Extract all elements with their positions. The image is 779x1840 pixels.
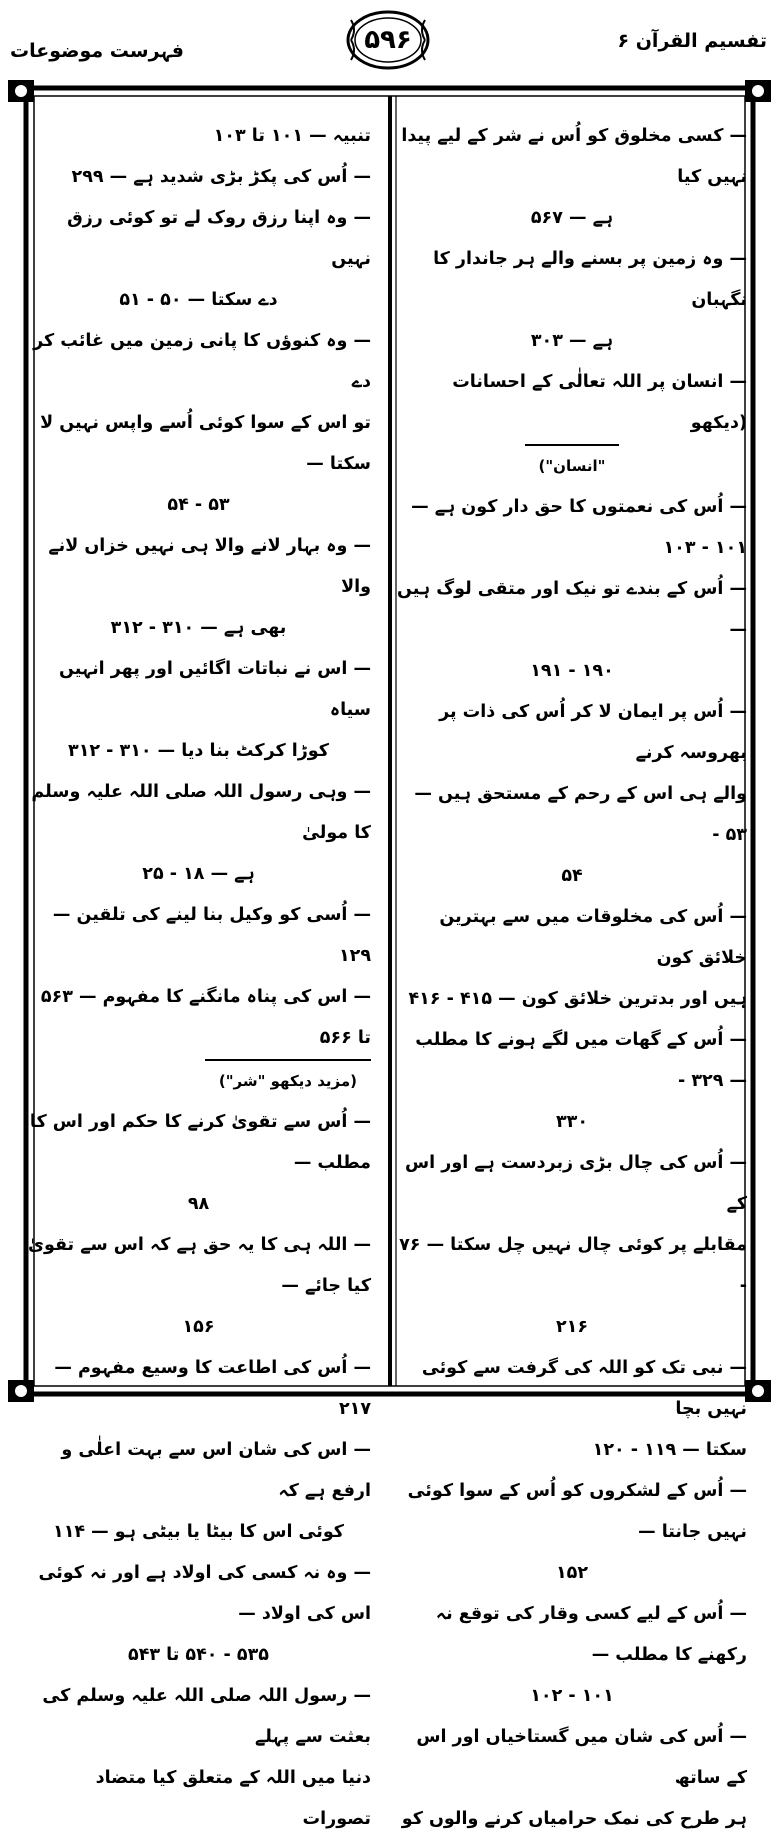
list-item: — اُس کے لیے کسی وقار کی توقع نہ رکھنے کا مطلب — ۱۰۱ - ۱۰۲ [435,1604,747,1706]
list-item: — نبی تک کو اللہ کی گرفت سے کوئی نہیں بچا سکتا — ۱۱۹ - ۱۲۰ [421,1358,747,1460]
page-number-badge [345,8,431,72]
list-item: — اُس کی مخلوقات میں سے بہترین خلائق کون ہیں اور بدترین خلائق کون — ۴۱۵ - ۴۱۶ [408,907,747,1009]
list-item: — وہ کنوؤں کا پانی زمین میں غائب کر دے تو اس کے سوا کوئی اُسے واپس نہیں لا سکتا — ۵۳ - ۵۴ [33,331,371,515]
list-item: — اُس کے گھات میں لگے ہونے کا مطلب — ۳۲۹ - ۳۳۰ [415,1030,747,1132]
list-item: تنبیہ — ۱۰۱ تا ۱۰۳ [213,126,371,146]
list-item: — انسان پر اللہ تعالٰی کے احسانات (دیکھو "انسان") [397,362,747,487]
list-item: — اُس کی اطاعت کا وسیع مفہوم — ۲۱۷ [54,1358,371,1419]
list-item: — وہ نہ کسی کی اولاد ہے اور نہ کوئی اس کی اولاد — ۵۳۵ - ۵۴۰ تا ۵۴۳ [38,1563,371,1665]
cross-reference: (مزید دیکھو "شر") [205,1059,371,1102]
page-header [0,0,779,80]
list-item: — اُس پر ایمان لا کر اُس کی ذات پر بھروسہ کرنے والے ہی اس کے رحم کے مستحق ہیں — ۵۳ - ۵۴ [414,702,747,886]
list-item: — اُس کے بندے تو نیک اور متقی لوگ ہیں — ۱۹۰ - ۱۹۱ [397,579,747,681]
list-item: — وہ بہار لانے والا ہی نہیں خزاں لانے والا بھی ہے — ۳۱۰ - ۳۱۲ [48,536,371,638]
list-item: — وہ زمین پر بسنے والے ہر جاندار کا نگہبان ہے — ۳۰۳ [433,249,747,351]
list-item: — اُس کی پکڑ بڑی شدید ہے — ۲۹۹ [71,167,371,187]
list-item: — اللہ ہی کا یہ حق ہے کہ اس سے تقویٰ کیا جائے — ۱۵۶ [27,1235,371,1337]
left-column [26,116,371,1829]
book-title: تفسیم القرآن ۶ [617,30,767,52]
list-item: — اُس سے تقویٰ کرنے کا حکم اور اس کا مطلب — ۹۸ [29,1112,371,1214]
list-item: — اس کی شان اس سے بہت اعلٰی و ارفع ہے کہ کوئی اس کا بیٹا یا بیٹی ہو — ۱۱۴ [53,1440,371,1542]
list-item: — کسی مخلوق کو اُس نے شر کے لیے پیدا نہیں کیا ہے — ۵۶۷ [401,126,747,228]
section-title: فہرست موضوعات [10,40,184,62]
list-item: — اُس کی شان میں گستاخیاں اور اس کے ساتھ ہر طرح کی نمک حرامیاں کرنے والوں کو [401,1727,747,1829]
list-item: — وہی رسول اللہ صلی اللہ علیہ وسلم کا مولیٰ ہے — ۱۸ - ۲۵ [31,782,371,884]
list-item: — رسول اللہ صلی اللہ علیہ وسلم کی بعثت سے پہلے دنیا میں اللہ کے متعلق کیا متضاد تصورات [42,1686,371,1829]
list-item: — اُس کے لشکروں کو اُس کے سوا کوئی نہیں جانتا — ۱۵۲ [407,1481,747,1583]
cross-reference: "انسان") [525,444,620,487]
list-item: — اُس کی نعمتوں کا حق دار کون ہے — ۱۰۱ - ۱۰۳ [411,497,747,558]
list-item: — اس کی پناہ مانگنے کا مفہوم — ۵۶۳ تا ۵۶۶ (مزید دیکھو "شر") [26,977,371,1102]
page-number: ۵۹۶ [364,25,412,55]
list-item: — اُسی کو وکیل بنا لینے کی تلقین — ۱۲۹ [52,905,371,966]
right-column [397,116,747,1829]
list-item: — اس نے نباتات اگائیں اور پھر انہیں سیاہ کوڑا کرکٹ بنا دیا — ۳۱۰ - ۳۱۲ [58,659,371,761]
list-item: — وہ اپنا رزق روک لے تو کوئی رزق نہیں دے سکتا — ۵۰ - ۵۱ [67,208,371,310]
list-item: — اُس کی چال بڑی زبردست ہے اور اس کے مقابلے پر کوئی چال نہیں چل سکتا — ۷۶ - ۲۱۶ [399,1153,747,1337]
